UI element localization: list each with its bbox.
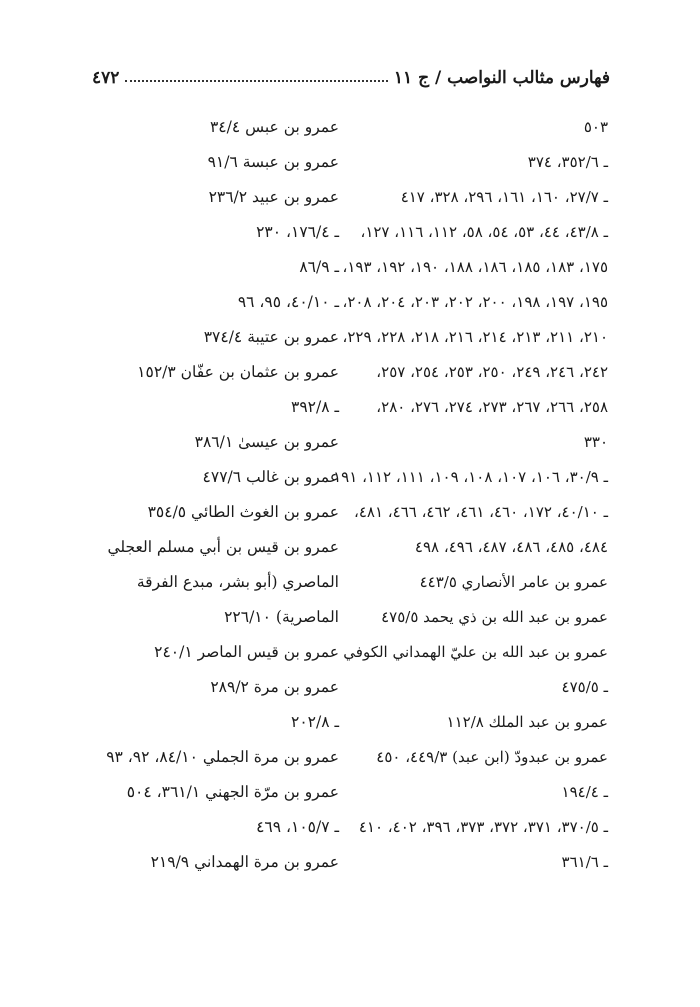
index-entry-line: عمرو بن عبسة ٩١/٦ bbox=[207, 153, 339, 171]
index-entry-line: ـ ١٩٤/٤ bbox=[561, 783, 608, 801]
index-entry-line: ٢٤٢، ٢٤٦، ٢٤٩، ٢٥٠، ٢٥٣، ٢٥٤، ٢٥٧، bbox=[376, 363, 608, 381]
index-entry-line: ـ ٣٩٢/٨ bbox=[291, 398, 339, 416]
index-entry-line: الماصري (أبو بشر، مبدع الفرقة bbox=[136, 573, 339, 591]
index-entry-line: عمرو بن عبد الله بن ذي يحمد ٤٧٥/٥ bbox=[381, 608, 608, 626]
index-entry-line: ـ ٤٠/١٠، ٩٥، ٩٦ bbox=[237, 293, 339, 311]
index-entry-line: ـ ١٠٥/٧، ٤٦٩ bbox=[256, 818, 339, 836]
index-entry-line: ٣٣٠ bbox=[583, 433, 608, 451]
index-entry-line: عمرو بن الغوث الطائي ٣٥٤/٥ bbox=[147, 503, 339, 521]
index-entry-line: ـ ٤٣/٨، ٤٤، ٥٣، ٥٤، ٥٨، ١١٢، ١١٦، ١٢٧، bbox=[360, 223, 608, 241]
index-entry-line: ـ ٣٦١/٦ bbox=[561, 853, 608, 871]
index-entry-line: ـ ٤٠/١٠، ١٧٢، ٤٦٠، ٤٦١، ٤٦٢، ٤٦٦، ٤٨١، bbox=[354, 503, 608, 521]
index-entry-line: عمرو بن عبد الملك ١١٢/٨ bbox=[446, 713, 608, 731]
index-entry-line: ـ ٨٦/٩ bbox=[299, 258, 339, 276]
index-column-right bbox=[328, 110, 608, 880]
index-entry-line: الماصرية) ٢٢٦/١٠ bbox=[224, 608, 339, 626]
index-entry-line: ١٧٥، ١٨٣، ١٨٥، ١٨٦، ١٨٨، ١٩٠، ١٩٢، ١٩٣، bbox=[342, 258, 608, 276]
index-entry-line: ٤٨٤، ٤٨٥، ٤٨٦، ٤٨٧، ٤٩٦، ٤٩٨ bbox=[414, 538, 608, 556]
index-entry-line: ٢٥٨، ٢٦٦، ٢٦٧، ٢٧٣، ٢٧٤، ٢٧٦، ٢٨٠، bbox=[376, 398, 608, 416]
index-entry-line: عمرو بن مرة ٢٨٩/٢ bbox=[210, 678, 339, 696]
index-entry-line: ٢١٠، ٢١١، ٢١٣، ٢١٤، ٢١٦، ٢١٨، ٢٢٨، ٢٢٩، bbox=[342, 328, 608, 346]
index-entry-line: ـ ٣٠/٩، ١٠٦، ١٠٧، ١٠٨، ١٠٩، ١١١، ١١٢، ١٩١ bbox=[333, 468, 608, 486]
index-entry-line: عمرو بن عثمان بن عفّان ١٥٢/٣ bbox=[137, 363, 339, 381]
index-entry-line: عمرو بن عبس ٣٤/٤ bbox=[209, 118, 339, 136]
index-entry-line: ـ ٣٧٠/٥، ٣٧١، ٣٧٢، ٣٧٣، ٣٩٦، ٤٠٢، ٤١٠ bbox=[358, 818, 608, 836]
page-number: ٤٧٢ bbox=[92, 68, 120, 88]
index-entry-line: ـ ٢٠٢/٨ bbox=[291, 713, 339, 731]
index-entry-line: عمرو بن عتيبة ٣٧٤/٤ bbox=[203, 328, 339, 346]
index-entry-line: ٥٠٣ bbox=[583, 118, 608, 136]
index-entry-line: ـ ١٧٦/٤، ٢٣٠ bbox=[256, 223, 339, 241]
index-entry-line: عمرو بن قيس بن أبي مسلم العجلي bbox=[107, 538, 339, 556]
header-leader-dots bbox=[125, 80, 387, 82]
index-entry-line: ١٩٥، ١٩٧، ١٩٨، ٢٠٠، ٢٠٢، ٢٠٣، ٢٠٤، ٢٠٨، bbox=[342, 293, 608, 311]
index-entry-line: عمرو بن غالب ٤٧٧/٦ bbox=[202, 468, 339, 486]
index-column-left bbox=[89, 110, 339, 880]
index-entry-line: عمرو بن عبدودّ (ابن عبد) ٤٤٩/٣، ٤٥٠ bbox=[376, 748, 608, 766]
index-entry-line: ـ ٢٧/٧، ١٦٠، ١٦١، ٢٩٦، ٣٢٨، ٤١٧ bbox=[400, 188, 608, 206]
index-entry-line: عمرو بن عامر الأنصاري ٤٤٣/٥ bbox=[419, 573, 608, 591]
index-entry-line: عمرو بن عبيد ٢٣٦/٢ bbox=[208, 188, 339, 206]
header-title: فهارس مثالب النواصب / ج ١١ bbox=[393, 68, 610, 88]
index-entry-line: عمرو بن قيس الماصر ٢٤٠/١ bbox=[154, 643, 339, 661]
index-entry-line: عمرو بن عيسىٰ ٣٨٦/١ bbox=[194, 433, 339, 451]
index-entry-line: ـ ٣٥٢/٦، ٣٧٤ bbox=[527, 153, 608, 171]
index-entry-line: عمرو بن مرّة الجهني ٣٦١/١، ٥٠٤ bbox=[126, 783, 339, 801]
index-entry-line: عمرو بن مرة الجملي ٨٤/١٠، ٩٢، ٩٣ bbox=[106, 748, 339, 766]
running-header bbox=[92, 58, 610, 88]
index-entry-line: ـ ٤٧٥/٥ bbox=[561, 678, 608, 696]
index-entry-line: عمرو بن مرة الهمداني ٢١٩/٩ bbox=[150, 853, 339, 871]
index-entry-line: عمرو بن عبد الله بن عليّ الهمداني الكوفي bbox=[343, 643, 608, 661]
